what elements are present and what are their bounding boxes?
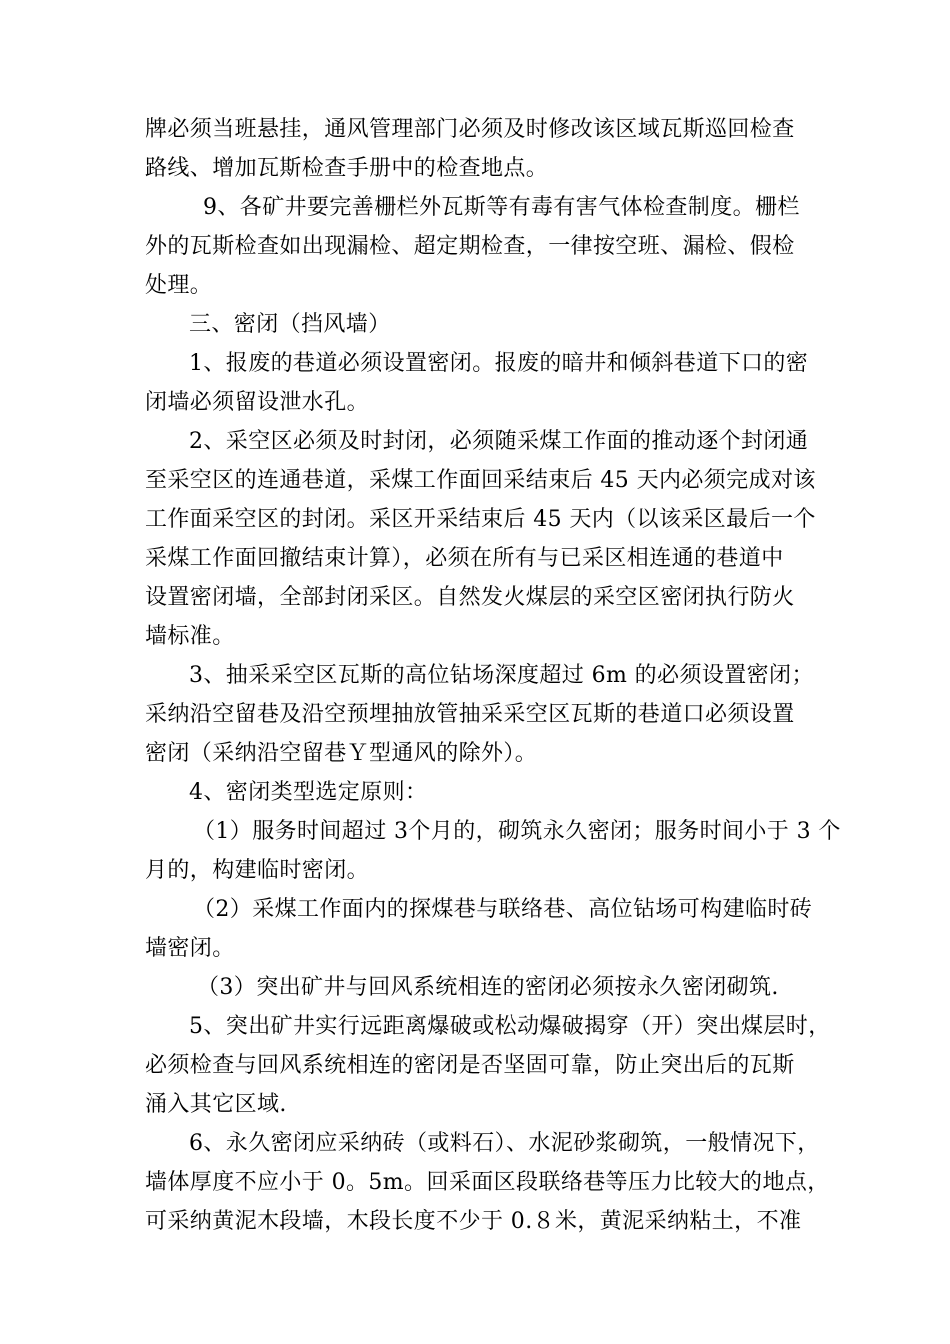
text-line: 密闭（采纳沿空留巷Ｙ型通风的除外）。	[145, 741, 538, 766]
text-line: 至采空区的连通巷道，采煤工作面回采结束后 45 天内必须完成对该	[145, 468, 816, 493]
paragraph-sub-1	[145, 812, 841, 890]
paragraph-sub-2	[145, 890, 813, 968]
text-line: 月的，构建临时密闭。	[145, 858, 370, 883]
paragraph-item-3	[145, 656, 814, 773]
section-heading-seal	[145, 305, 810, 344]
text-line: 墙体厚度不应小于 0。5m。回采面区段联络巷等压力比较大的地点，	[145, 1170, 830, 1195]
paragraph-sub-3	[145, 968, 810, 1007]
text-line: 闭墙必须留设泄水孔。	[145, 390, 370, 415]
text-line: 工作面采空区的封闭。采区开采结束后 45 天内（以该采区最后一个	[145, 507, 816, 532]
text-line: 处理。	[145, 273, 213, 298]
text-line: 6、永久密闭应采纳砖（或料石）、水泥砂浆砌筑，一般情况下，	[189, 1131, 820, 1156]
text-line: 4、密闭类型选定原则：	[189, 780, 428, 805]
text-line: 牌必须当班悬挂，通风管理部门必须及时修改该区域瓦斯巡回检查	[145, 117, 795, 142]
paragraph-item-6	[145, 1124, 830, 1241]
text-line: 1、报废的巷道必须设置密闭。报废的暗井和倾斜巷道下口的密	[189, 351, 809, 376]
paragraph-item-9	[145, 188, 810, 305]
text-line: 外的瓦斯检查如出现漏检、超定期检查，一律按空班、漏检、假检	[145, 234, 795, 259]
text-line: 采纳沿空留巷及沿空预埋抽放管抽采采空区瓦斯的巷道口必须设置	[145, 702, 795, 727]
text-line: （1）服务时间超过 3个月的，砌筑永久密闭；服务时间小于 3 个	[193, 819, 841, 844]
text-line: 5、突出矿井实行远距离爆破或松动爆破揭穿（开）突出煤层时，	[189, 1014, 831, 1039]
paragraph-continuation	[145, 110, 810, 188]
paragraph-item-4	[145, 773, 810, 812]
paragraph-item-2	[145, 422, 816, 656]
text-line: 3、抽采采空区瓦斯的高位钻场深度超过 6m 的必须设置密闭；	[189, 663, 814, 688]
text-line: 可采纳黄泥木段墙，木段长度不少于 0.８米，黄泥采纳粘土，不准	[145, 1209, 802, 1234]
text-line: 2、采空区必须及时封闭，必须随采煤工作面的推动逐个封闭通	[189, 429, 809, 454]
paragraph-item-5	[145, 1007, 831, 1124]
text-line: 必须检查与回风系统相连的密闭是否坚固可靠，防止突出后的瓦斯	[145, 1053, 795, 1078]
text-line: 墙标准。	[145, 624, 235, 649]
paragraph-item-1	[145, 344, 810, 422]
text-line: 9、各矿井要完善栅栏外瓦斯等有毒有害气体检查制度。栅栏	[203, 195, 800, 220]
text-line: 三、密闭（挡风墙）	[189, 312, 391, 337]
text-line: （2）采煤工作面内的探煤巷与联络巷、高位钻场可构建临时砖	[193, 897, 813, 922]
text-line: 路线、增加瓦斯检查手册中的检查地点。	[145, 156, 549, 181]
text-line: （3）突出矿井与回风系统相连的密闭必须按永久密闭砌筑.	[197, 975, 779, 1000]
text-line: 设置密闭墙，全部封闭采区。自然发火煤层的采空区密闭执行防火	[145, 585, 795, 610]
text-line: 采煤工作面回撤结束计算），必须在所有与已采区相连通的巷道中	[145, 546, 784, 571]
text-line: 墙密闭。	[145, 936, 235, 961]
text-line: 涌入其它区域.	[145, 1092, 287, 1117]
